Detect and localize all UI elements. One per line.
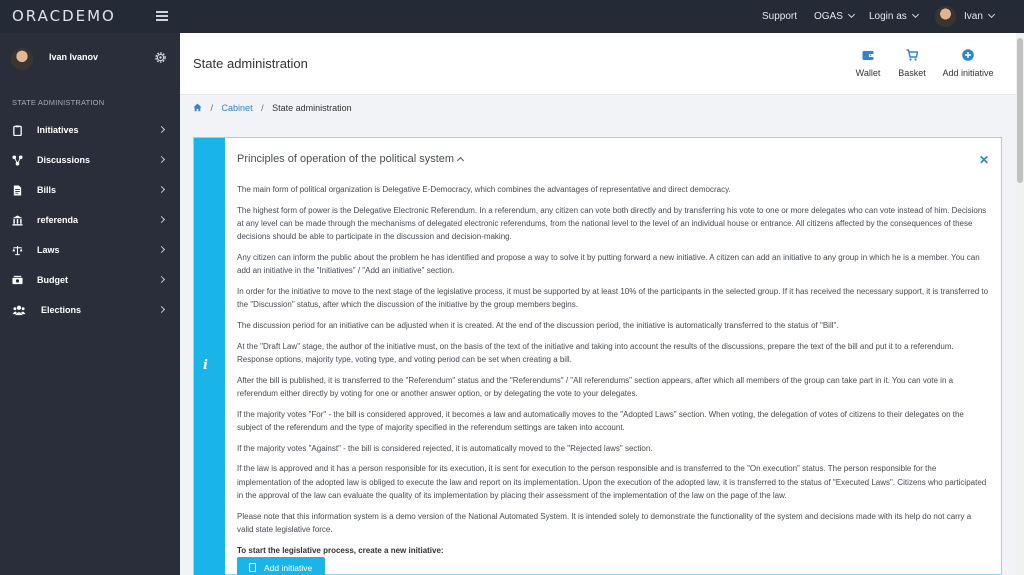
chevron-down-icon bbox=[988, 11, 995, 18]
add-initiative-header-button[interactable] bbox=[942, 49, 994, 78]
close-icon[interactable]: ✕ bbox=[979, 153, 990, 167]
hamburger-menu-icon[interactable] bbox=[156, 11, 168, 21]
paragraph: The highest form of power is the Delegative Electronic Referendum. In a referendum, any citizen can vote both directly and by transferring his vote to one or more delegates who can vote instead of him. Decisions at any level can be made through the mechanisms of delegated electronic referendums, from the national level to the level of an individual house or entrance. All citizens affected by the consequences of these decisions should be able to participate in the discussion and decision-making. bbox=[237, 205, 987, 242]
sidebar-user-name[interactable]: Ivan Ivanov bbox=[49, 52, 99, 62]
breadcrumb-separator: / bbox=[210, 103, 214, 113]
document-icon bbox=[249, 563, 256, 572]
sidebar-item-budget[interactable] bbox=[0, 266, 180, 296]
chevron-right-icon bbox=[158, 246, 165, 253]
user-avatar[interactable] bbox=[935, 6, 956, 27]
user-menu-label: Ivan bbox=[964, 11, 983, 22]
sidebar-item-label: Initiatives bbox=[37, 125, 79, 135]
wallet-label: Wallet bbox=[855, 68, 881, 78]
sidebar-item-label: Laws bbox=[37, 245, 60, 255]
sidebar-section-title: STATE ADMINISTRATION bbox=[12, 98, 105, 107]
add-initiative-button[interactable] bbox=[237, 557, 325, 575]
basket-button[interactable] bbox=[897, 49, 927, 78]
sidebar-item-bills[interactable] bbox=[0, 176, 180, 206]
home-icon[interactable] bbox=[193, 103, 202, 112]
basket-label: Basket bbox=[898, 68, 926, 78]
paragraph: The discussion period for an initiative can be adjusted when it is created. At the end of the discussion period, the initiative is automatically transferred to the status of "Bill". bbox=[237, 321, 839, 330]
sidebar-item-referenda[interactable] bbox=[0, 206, 180, 236]
top-navbar bbox=[0, 0, 1024, 33]
chevron-right-icon bbox=[158, 306, 165, 313]
paragraph: In order for the initiative to move to the next stage of the legislative process, it must be supported by at least 10% of the participants in the selected group. If it has received the necessary support, it is transferred to the "Discussion" status, after which the discussion of the initiative by the group members begins. bbox=[237, 287, 989, 310]
user-menu-dropdown[interactable] bbox=[964, 0, 994, 33]
document-icon bbox=[12, 185, 23, 196]
sidebar-avatar[interactable] bbox=[11, 48, 33, 70]
paragraph: If the law is approved and it has a person responsible for its execution, it is sent for execution to the person responsible and is transferred to the "On execution" status. The person responsible for the implementation of the adopted law is obliged to execute the law and report on its implementation. Upon the execution of the adopted law, it is transferred to the status of "Executed Laws". Citizens who participated in the approval of the law can evaluate the quality of its implementation by placing their assessment of the implementation of the law on the page of the law. bbox=[237, 464, 987, 500]
sidebar bbox=[0, 33, 180, 575]
cta-text: To start the legislative process, create a new initiative: bbox=[237, 545, 444, 555]
wallet-button[interactable] bbox=[855, 49, 881, 78]
bank-icon bbox=[12, 215, 23, 226]
paragraph: If the majority votes "Against" - the bill is considered rejected, it is automatically moved to the "Rejected laws" section. bbox=[237, 443, 653, 453]
sidebar-item-label: Discussions bbox=[37, 155, 91, 165]
principles-info-card bbox=[193, 137, 1002, 575]
paragraph: The main form of political organization is Delegative E-Democracy, which combines the advantages of representative and direct democracy. bbox=[237, 185, 731, 194]
chevron-right-icon bbox=[158, 126, 165, 133]
paragraph: If the majority votes "For" - the bill is considered approved, it becomes a law and automatically moves to the "Adopted Laws" section. When voting, the delegation of votes of citizens to their delegates on the subject of the referendum and the type of majority specified in the referendum settings are taken into account. bbox=[237, 409, 964, 432]
clipboard-icon bbox=[12, 125, 23, 136]
page-header bbox=[180, 33, 1016, 95]
sidebar-item-label: Bills bbox=[37, 185, 57, 195]
plus-circle-icon bbox=[962, 49, 974, 61]
chevron-right-icon bbox=[158, 216, 165, 223]
breadcrumb bbox=[193, 103, 352, 113]
scales-icon bbox=[12, 245, 23, 256]
network-icon bbox=[12, 155, 23, 166]
paragraph: Please note that this information system is a demo version of the National Automated System. It is intended solely to demonstrate the functionality of the system and decisions made with its help do not carry a valid state legislative force. bbox=[237, 511, 972, 534]
support-link[interactable] bbox=[762, 0, 797, 33]
breadcrumb-separator: / bbox=[261, 103, 264, 113]
app-logo[interactable]: ORACDEMO bbox=[12, 7, 116, 25]
card-body bbox=[237, 183, 989, 564]
chevron-down-icon bbox=[848, 11, 855, 18]
ogas-label: OGAS bbox=[814, 11, 843, 22]
sidebar-item-label: referenda bbox=[37, 215, 79, 225]
chevron-down-icon bbox=[912, 11, 919, 18]
info-strip bbox=[194, 138, 225, 575]
sidebar-item-label: Elections bbox=[41, 305, 82, 315]
users-icon bbox=[12, 305, 26, 316]
chevron-right-icon bbox=[158, 276, 165, 283]
wallet-icon bbox=[862, 49, 874, 61]
add-initiative-button-label: Add initiative bbox=[264, 563, 313, 573]
sidebar-item-initiatives[interactable] bbox=[0, 116, 180, 146]
breadcrumb-current: State administration bbox=[272, 103, 352, 113]
support-label: Support bbox=[762, 11, 798, 22]
gear-icon[interactable] bbox=[154, 51, 167, 64]
money-icon bbox=[12, 275, 23, 286]
page-title: State administration bbox=[193, 56, 308, 71]
add-initiative-label: Add initiative bbox=[942, 68, 994, 78]
sidebar-item-elections[interactable] bbox=[0, 296, 180, 326]
scrollbar-thumb[interactable] bbox=[1017, 38, 1023, 183]
paragraph: At the "Draft Law" stage, the author of the initiative must, on the basis of the text of the initiative and taking into account the results of the discussions, prepare the text of the bill and put it to a referendum. Response options, majority type, voting type, and voting period can be set when creating a bill. bbox=[237, 341, 954, 364]
card-title-toggle[interactable] bbox=[237, 153, 463, 165]
paragraph: After the bill is published, it is transferred to the "Referendum" status and the "Referendums" / "All referendums" section appears, after which all members of the group can take part in it. You can vote in a referendum either directly by voting for one or another answer option, or by delegating the vote to your delegates. bbox=[237, 375, 954, 398]
sidebar-item-discussions[interactable] bbox=[0, 146, 180, 176]
paragraph: Any citizen can inform the public about the problem he has identified and propose a way to solve it by putting forward a new initiative. A citizen can add an initiative to any group in which he is a member. You can add an initiative in the "Initiatives" / "Add an initiative" section. bbox=[237, 253, 980, 276]
chevron-up-icon bbox=[457, 157, 464, 164]
card-title: Principles of operation of the political system bbox=[237, 153, 455, 165]
login-as-dropdown[interactable] bbox=[869, 0, 918, 33]
login-as-label: Login as bbox=[869, 11, 907, 22]
sidebar-item-laws[interactable] bbox=[0, 236, 180, 266]
sidebar-item-label: Budget bbox=[37, 275, 68, 285]
info-icon: i bbox=[203, 358, 208, 373]
cart-icon bbox=[906, 49, 918, 61]
chevron-right-icon bbox=[158, 186, 165, 193]
chevron-right-icon bbox=[158, 156, 165, 163]
breadcrumb-cabinet-link[interactable]: Cabinet bbox=[221, 103, 253, 113]
ogas-dropdown[interactable] bbox=[814, 0, 854, 33]
